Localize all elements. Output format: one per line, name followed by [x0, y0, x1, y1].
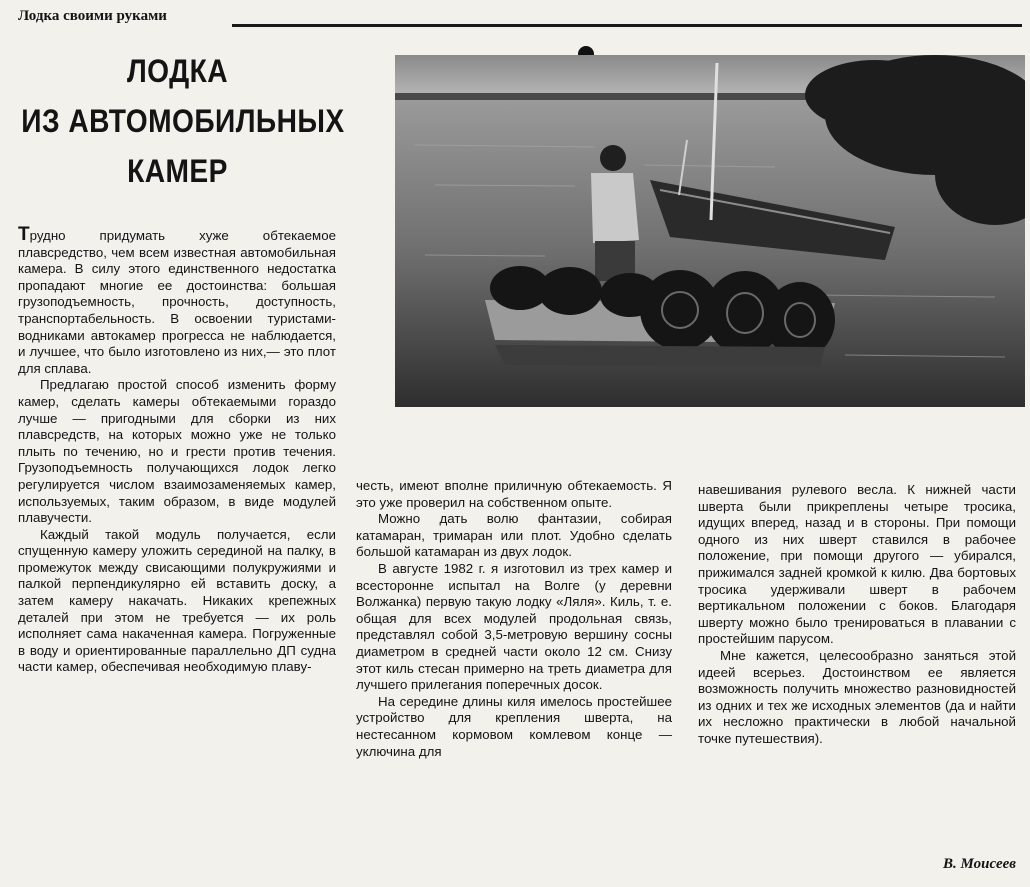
paragraph: На середине длины киля имелось простейшее устройство для крепления шверта, на нестесанном кормовом комлевом конце — уключина для — [356, 693, 672, 759]
paragraph: Каждый такой модуль получается, если спущенную камеру уложить серединой на палку, в промежуток между свисающими полукружиями и палкой перпендикулярно ей вставить доску, а затем камеру накачать. Никаких крепежных деталей при этом не требуется — их роль исполняет сама накаченная камера. Погруженные в воду и ориентированные параллельно ДП судна части камер, обеспечивая необходимую плаву- — [18, 526, 336, 675]
column-1 — [18, 224, 336, 676]
rubric-rule — [232, 24, 1022, 27]
paragraph: честь, имеют вполне приличную обтекаемость. Я это уже проверил на собственном опыте. — [356, 478, 672, 510]
photo-boat-on-tubes — [395, 55, 1025, 407]
section-rubric: Лодка своими руками — [18, 8, 167, 24]
article-title — [21, 46, 345, 196]
paragraph: Мне кажется, целесообразно заняться этой идеей всерьез. Достоинством ее является возможность получить множество разновидностей из одних и тех же исходных элементов (да и найти их несложно практически в любой начальной точке путешествия). — [698, 647, 1016, 746]
title-line-1: ЛОДКА — [126, 53, 229, 89]
column-2 — [356, 478, 672, 760]
title-line-2: ИЗ АВТОМОБИЛЬНЫХ — [21, 103, 345, 139]
drop-cap: Т — [18, 224, 30, 245]
paragraph: Можно дать волю фантазии, собирая катамаран, тримаран или плот. Удобно сделать большой катамаран из двух лодок. — [356, 511, 672, 560]
column-3 — [698, 482, 1016, 748]
paragraph-text: рудно придумать хуже обтекаемое плавсредство, чем всем известная автомобильная камера. В силу этого единственного недостатка пропадают многие ее достоинства: большая грузоподъемность, прочность, доступность, транспортабельность. В освоении туристами-водниками автокамер прогресса не наблюдается, и лучшее, что было изготовлено из них,— это плот для сплава. — [18, 228, 336, 376]
paragraph — [18, 224, 336, 377]
title-line-3: КАМЕР — [127, 153, 228, 189]
paragraph: навешивания рулевого весла. К нижней части шверта были прикреплены четыре тросика, идущих вперед, назад и в стороны. При помощи одного из них шверт ставился в рабочее положение, при помощи другого — убирался, прижимался задней кромкой к килю. Два бортовых тросика удерживали шверт в рабочем вертикальном положении с боков. Благодаря шверту можно было тренироваться в плавании с простейшим парусом. — [698, 482, 1016, 647]
paragraph: В августе 1982 г. я изготовил из трех камер и всесторонне испытал на Волге (у деревни Волжанка) первую такую лодку «Ляля». Киль, т. е. общая для всех модулей продольная связь, представлял собой 3,5-метровую вершину сосны диаметром в средней части около 12 см. Снизу этот киль стесан примерно на треть диаметра для лучшего прилегания поперечных досок. — [356, 560, 672, 693]
paragraph: Предлагаю простой способ изменить форму камер, сделать камеры обтекаемыми гораздо лучше — пригодными для сборки из них плавсредств, на которых можно уже не только плыть по течению, но и грести против течения. Грузоподъемность получающихся лодок легко регулируется числом взаимозаменяемых камер, используемых, таким образом, в виде модулей плавучести. — [18, 377, 336, 526]
author-signature: В. Моисеев — [943, 856, 1016, 872]
